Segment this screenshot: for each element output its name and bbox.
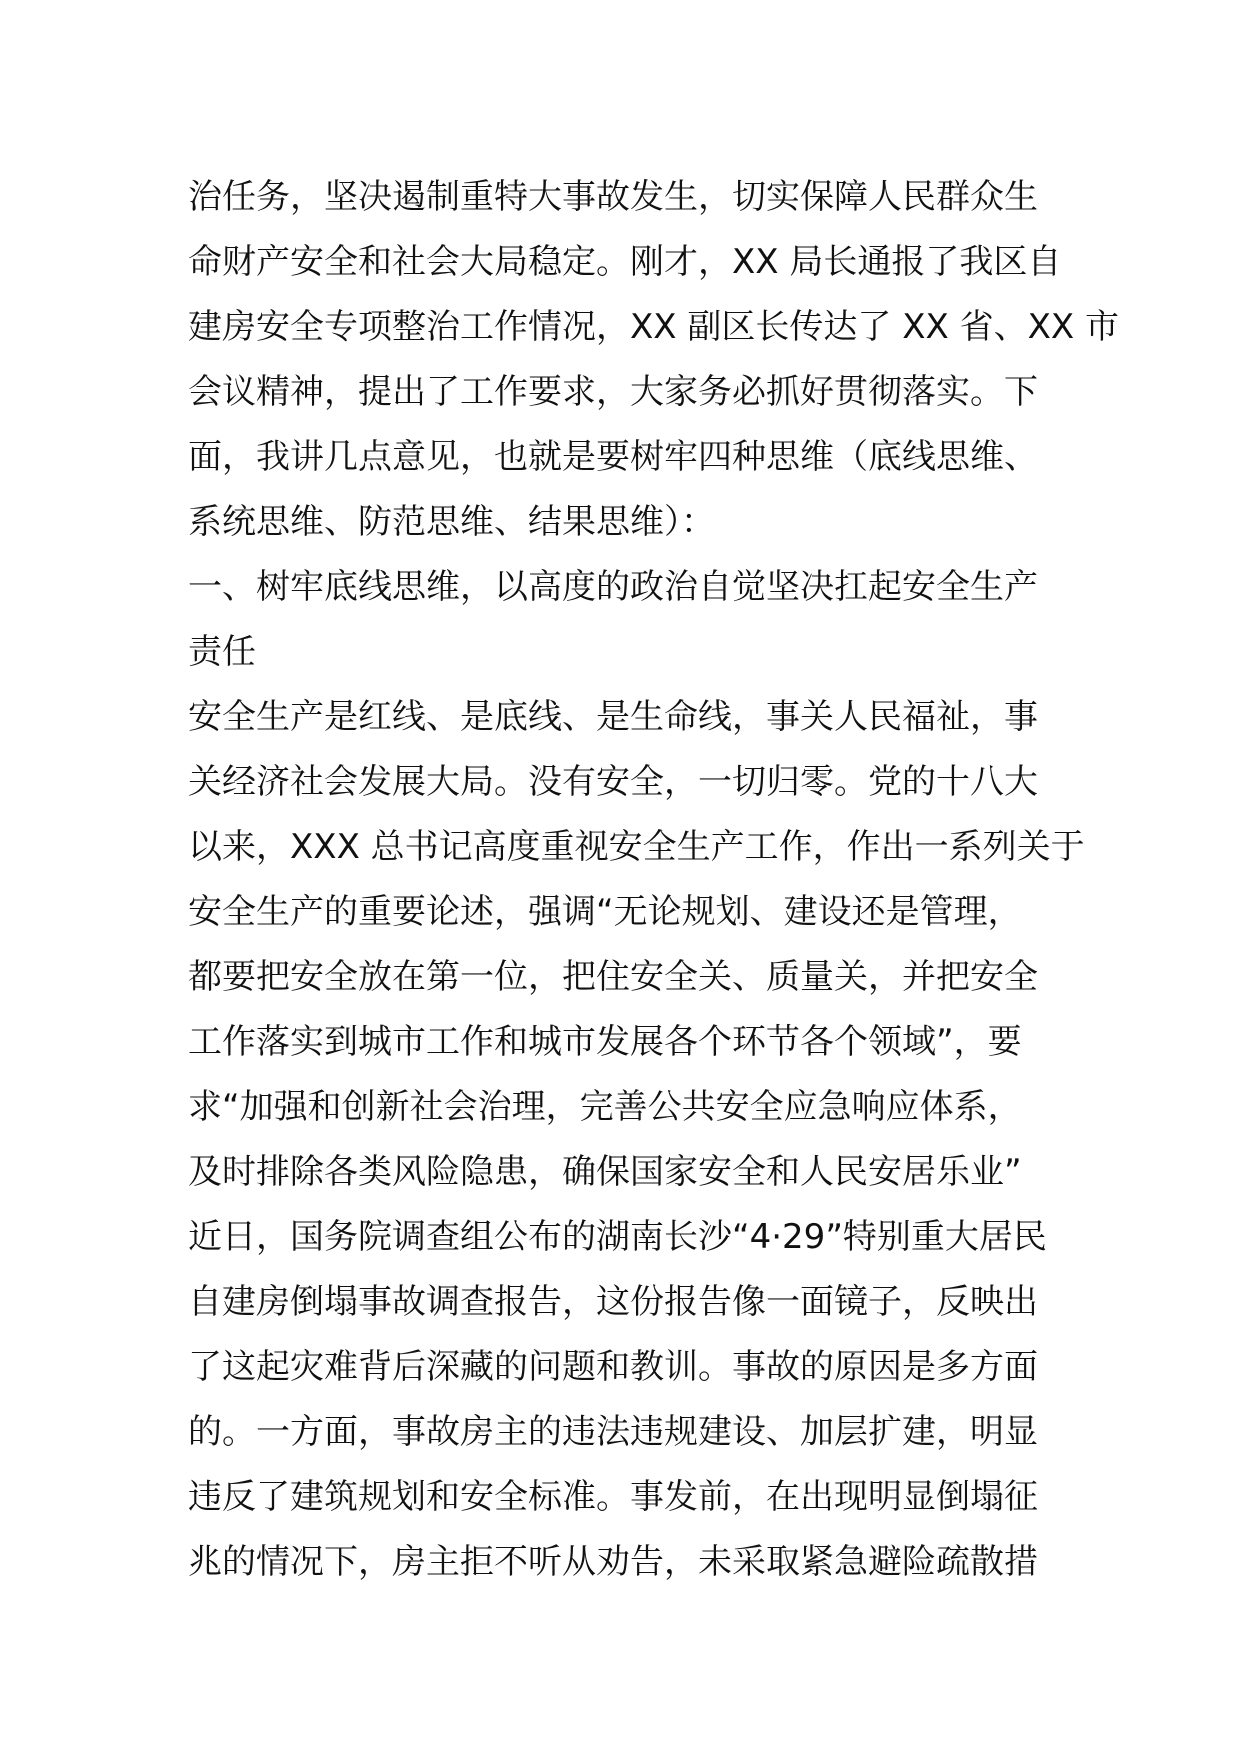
text-line: 工作落实到城市工作和城市发展各个环节各个领域”，要 (188, 1022, 1022, 1062)
text-line: 的。一方面，事故房主的违法违规建设、加层扩建，明显 (188, 1412, 1038, 1452)
text-line: 安全生产的重要论述，强调“无论规划、建设还是管理， (188, 892, 1022, 932)
text-line: 求“加强和创新社会治理，完善公共安全应急响应体系， (188, 1087, 1022, 1127)
text-line: 系统思维、防范思维、结果思维）： (188, 502, 715, 542)
text-line: 以来，XXX 总书记高度重视安全生产工作，作出一系列关于 (188, 827, 1085, 867)
text-line: 建房安全专项整治工作情况，XX 副区长传达了 XX 省、XX 市 (188, 307, 1119, 347)
text-line: 了这起灾难背后深藏的问题和教训。事故的原因是多方面 (188, 1347, 1038, 1387)
text-line: 自建房倒塌事故调查报告，这份报告像一面镜子，反映出 (188, 1282, 1038, 1322)
text-line: 命财产安全和社会大局稳定。刚才，XX 局长通报了我区自 (188, 242, 1062, 282)
text-line: 及时排除各类风险隐患，确保国家安全和人民安居乐业” (188, 1152, 1022, 1192)
text-line: 面，我讲几点意见，也就是要树牢四种思维（底线思维、 (188, 437, 1038, 477)
section-heading-line: 一、树牢底线思维，以高度的政治自觉坚决扛起安全生产 (188, 567, 1038, 607)
text-line: 违反了建筑规划和安全标准。事发前，在出现明显倒塌征 (188, 1477, 1038, 1517)
text-line: 会议精神，提出了工作要求，大家务必抓好贯彻落实。下 (188, 372, 1038, 412)
text-line: 安全生产是红线、是底线、是生命线，事关人民福祉，事 (188, 697, 1038, 737)
text-line: 近日，国务院调查组公布的湖南长沙“4·29”特别重大居民 (188, 1217, 1047, 1257)
text-line: 兆的情况下，房主拒不听从劝告，未采取紧急避险疏散措 (188, 1542, 1038, 1582)
section-heading-line: 责任 (188, 632, 256, 672)
body-text (188, 165, 1119, 1595)
text-line: 治任务，坚决遏制重特大事故发生，切实保障人民群众生 (188, 177, 1038, 217)
text-line: 关经济社会发展大局。没有安全，一切归零。党的十八大 (188, 762, 1038, 802)
text-line: 都要把安全放在第一位，把住安全关、质量关，并把安全 (188, 957, 1038, 997)
